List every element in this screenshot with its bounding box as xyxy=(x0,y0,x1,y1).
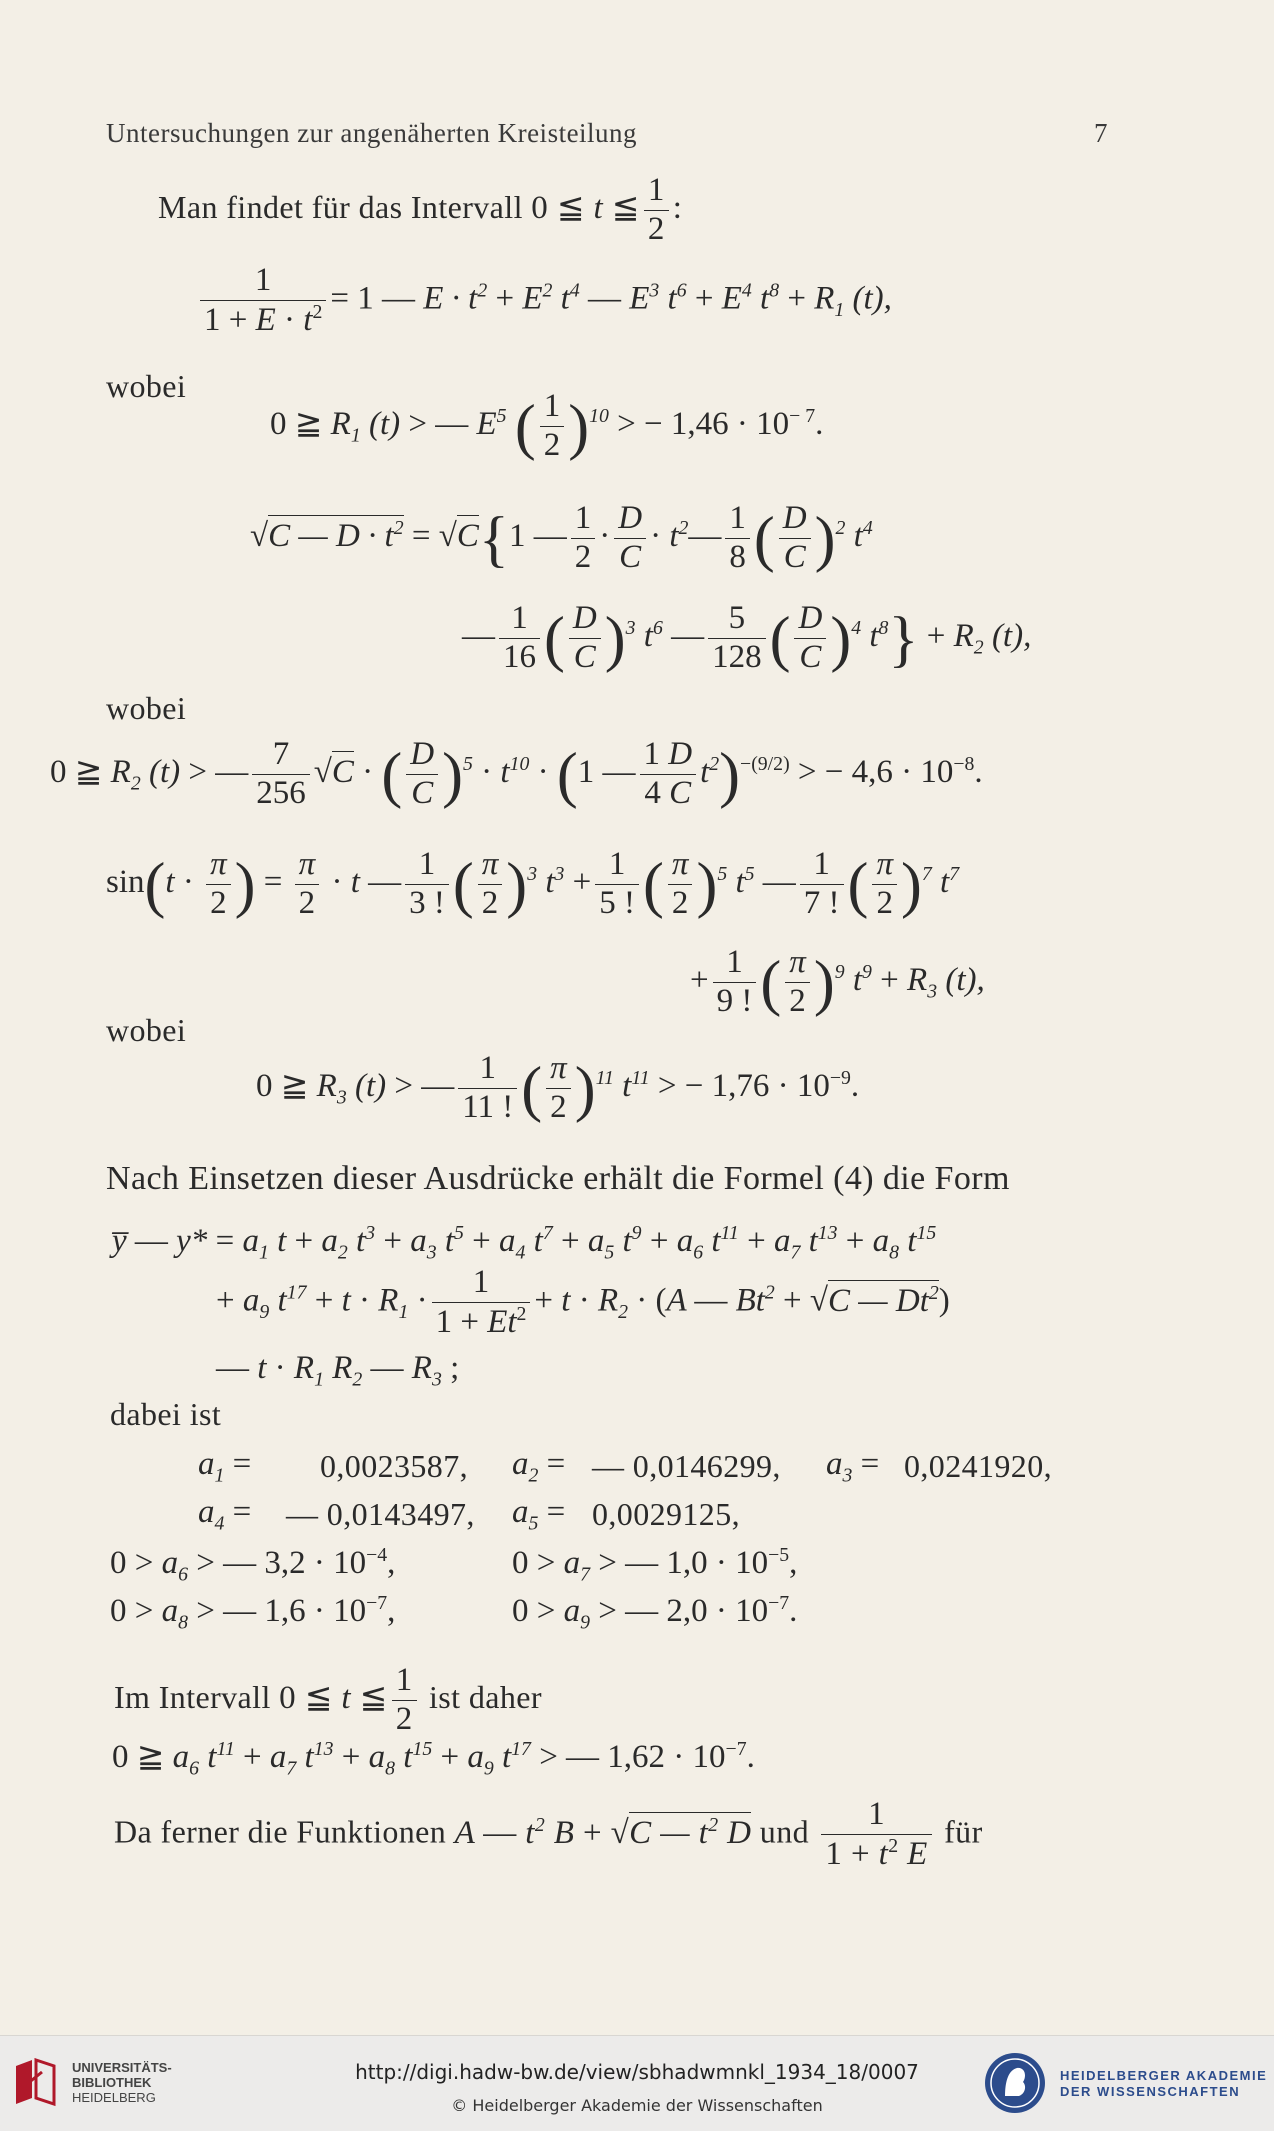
page-number: 7 xyxy=(1094,118,1108,148)
last-line-und: und xyxy=(759,1813,809,1850)
paragraph-form: Nach Einsetzen dieser Ausdrücke erhält die Formel (4) die Form xyxy=(106,1160,1010,1197)
source-url[interactable]: http://digi.hadw-bw.de/view/sbhadwmnkl_1934_18/0007 xyxy=(355,2060,919,2084)
function-fraction: $\frac{1}{1 + t^2 E}$ xyxy=(817,1815,935,1851)
copyright-notice: © Heidelberger Akademie der Wissenschaften xyxy=(451,2096,823,2115)
coef-a3-label: $a_3$ = xyxy=(826,1446,880,1487)
interval-line xyxy=(114,1662,542,1739)
coef-a1-label: $a_1$ = xyxy=(198,1446,252,1487)
last-line-start: Da ferner die Funktionen xyxy=(114,1813,447,1850)
equation-3-line-2: + $\frac{1}{9 !}$ ( $\frac{\pi}{2}$ )$^9$ $t^9 + R_3$ (t), xyxy=(690,944,985,1019)
coef-a5-label: $a_5$ = xyxy=(512,1494,566,1535)
coef-a2-value: — 0,0146299, xyxy=(592,1448,781,1484)
coef-a9-bound: $0 > a_9$ > — $2,0 \cdot 10^{-7}$. xyxy=(512,1592,798,1634)
coef-a6-bound: $0 > a_6$ > — $3,2 \cdot 10^{-4}$, xyxy=(110,1544,396,1586)
wobei-1: wobei xyxy=(106,368,187,404)
coef-a7-bound: $0 > a_7$ > — $1,0 \cdot 10^{-5}$, xyxy=(512,1544,798,1586)
coef-a4-value: — 0,0143497, xyxy=(286,1496,475,1532)
coef-a1-value: 0,0023587, xyxy=(320,1448,468,1484)
intro-text: Man findet für das Intervall xyxy=(158,189,523,226)
function-expression: A — $t^2$ B + √C — $t^2$ D xyxy=(454,1813,752,1851)
equation-2-line-1: √C — $D \cdot t^2 = √C\{1$ — $\frac{1}{2}$ · $\frac{D}{C}$ · $t^2—$ $\frac{1}{8}$ ( $\frac{D}{C}$ )$^2$ $t^4$ xyxy=(250,500,873,575)
interval-text-end: ist daher xyxy=(429,1679,542,1716)
coef-a2-label: $a_2$ = xyxy=(512,1446,566,1487)
footer-bar xyxy=(0,2035,1274,2131)
last-line-fuer: für xyxy=(944,1813,983,1850)
last-line xyxy=(114,1796,983,1874)
university-library-name: UNIVERSITÄTS- BIBLIOTHEK HEIDELBERG xyxy=(72,2060,172,2105)
wobei-3: wobei xyxy=(106,1012,187,1048)
interval-text-start: Im Intervall xyxy=(114,1679,271,1716)
wobei-2: wobei xyxy=(106,690,187,726)
remainder-bound-3: 0 ≧ $R_3$ (t) > — $\frac{1}{11 !}$ ( $\frac{\pi}{2}$ )$^{11}$ $t^{11}$ > − $1,76 \cdot 10^{-9}$. xyxy=(256,1050,860,1125)
equation-3-line-1: sin(t · $\frac{\pi}{2}$ ) = $\frac{\pi}{2}$ · t — $\frac{1}{3 !}$ ( $\frac{\pi}{2}$ )$^3$ $t^3$ + $\frac{1}{5 !}$ ( $\frac{\pi}{2}$ )$^5$ $t^5$ — $\frac{1}{7 !}$ ( $\frac{\pi}{2}$ )$^7$ $t^7$ xyxy=(106,846,960,921)
equation-2-line-2: — $\frac{1}{16}$ ( $\frac{D}{C}$ )$^3$ $t^6$ — $\frac{5}{128}$ ( $\frac{D}{C}$ )$^4$ $t^8\} + R_2$ (t), xyxy=(462,600,1032,675)
formula-4-line-3: — $t \cdot R_1$ $R_2$ — $R_3$ ; xyxy=(216,1350,460,1391)
coef-a5-value: 0,0029125, xyxy=(592,1496,740,1532)
combined-bound: 0 ≧ $a_6$ $t^{11} + a_7$ $t^{13} + a_8$ $t^{15} + a_9$ $t^{17}$ > — $1,62 \cdot 10^{-7}$. xyxy=(112,1738,755,1780)
formula-4-line-1: y̅ — $y* = a_1$ $t + a_2$ $t^3 + a_3$ $t^5 + a_4$ $t^7 + a_5$ $t^9 + a_6$ $t^{11} + a_7$ $t^{13} + a_8$ $t^{15}$ xyxy=(112,1222,937,1264)
equation-1: $\frac{1}{1 + E \cdot t^2}$ = 1 — $E \cdot t^2 + E^2$ $t^4$ — $E^3$ $t^6 + E^4$ $t^8 + R_1$ (t), xyxy=(196,262,892,340)
intro-line xyxy=(158,172,682,249)
interval-formula: 0 ≦ t ≦ $\frac{1}{2}$ : xyxy=(531,172,683,247)
coef-a8-bound: $0 > a_8$ > — $1,6 \cdot 10^{-7}$, xyxy=(110,1592,396,1634)
academy-seal-icon xyxy=(983,2050,1047,2116)
running-title: Untersuchungen zur angenäherten Kreisteilung xyxy=(106,118,638,148)
formula-4-line-2: + $a_9$ $t^{17} + t \cdot R_1$ · $\frac{1}{1 + Et^2}$ + $t \cdot R_2 \cdot (A$ — Bt$^2$ + √C — Dt$^2$) xyxy=(216,1264,950,1340)
remainder-bound-2: 0 ≧ $R_2$ (t) > — $\frac{7}{256}$ √C · ( $\frac{D}{C}$ )$^5 \cdot t^{10} \cdot (1$ — $\frac{1 D}{4 C}$ $t^2)^{-(9/2)}$ > − $4,6 \cdot 10^{-8}$. xyxy=(50,736,983,811)
dabei-ist: dabei ist xyxy=(110,1396,222,1432)
interval-formula-2: 0 ≦ t ≦ $\frac{1}{2}$ xyxy=(279,1680,420,1716)
remainder-bound-1: 0 ≧ $R_1$ (t) > — $E^5$ ( $\frac{1}{2}$ )$^{10}$ > − $1,46 \cdot 10^{- 7}$. xyxy=(270,388,824,463)
coef-a4-label: $a_4$ = xyxy=(198,1494,252,1535)
coef-a3-value: 0,0241920, xyxy=(904,1448,1052,1484)
academy-name: HEIDELBERGER AKADEMIE DER WISSENSCHAFTEN xyxy=(1060,2068,1268,2099)
